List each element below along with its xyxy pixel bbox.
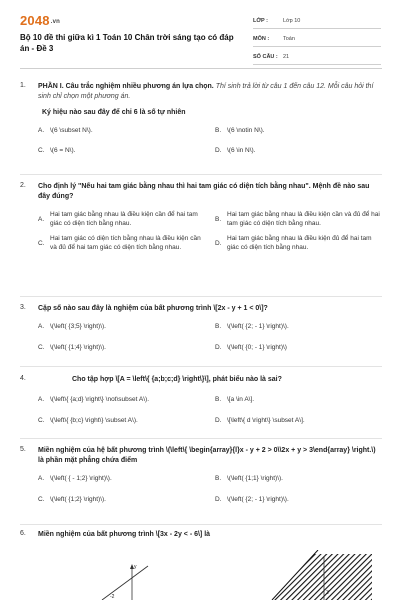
meta-class: LỚP : Lớp 10 (253, 14, 381, 29)
meta-question-count: SỐ CÂU : 21 (253, 50, 381, 65)
option-c[interactable]: C. Hai tam giác có diện tích bằng nhau là điều kiện cần và đủ để hai tam giác có diện tích bằng nhau. (38, 235, 201, 251)
shaded-region (272, 554, 372, 600)
option-d[interactable]: D. \[\left\{ d \right\} \subset A\]. (215, 417, 305, 424)
question-2: 2. Cho định lý "Nếu hai tam giác bằng nhau thì hai tam giác có diện tích bằng nhau". Mệnh đề nào sau đây đúng? A. Hai tam giác bằng nhau là điều kiện cần để hai tam giác có diện tích bằng nhau. B. Hai tam giác bằng nhau là điều kiện cần và đủ để hai tam giác có diện tích bằng nhau. C. Hai tam giác có diện tích bằng nhau là điều kiện cần và đủ để hai tam giác có diện tích bằng nhau. D. Hai tam giác bằng nhau là điều kiện đủ để hai tam giác có diện tích bằng nhau. (20, 182, 382, 252)
question-3: 3. Cặp số nào sau đây là nghiệm của bất phương trình \[2x - y + 1 < 0\]? A. \(\left( {3;5} \right)\). B. \(\left( {2; - 1} \right)\). C. \(\left( {1;4} \right)\). D. \(\left( {0; - 1} \right)\) (20, 304, 382, 352)
options (38, 210, 382, 252)
option-b[interactable]: B. Hai tam giác bằng nhau là điều kiện cần và đủ để hai tam giác có diện tích bằng nhau. (215, 211, 380, 227)
exam-meta (253, 14, 381, 68)
question-divider (20, 174, 382, 175)
question-divider (20, 438, 382, 439)
question-subtext: Ký hiệu nào sau đây để chỉ 6 là số tự nhiên (42, 109, 186, 116)
x-intercept-label: -2 (110, 594, 115, 600)
question-divider (20, 524, 382, 525)
option-c[interactable]: C. \(6 = N\). (38, 147, 76, 154)
option-a[interactable]: A. \(\left\{ {a;d} \right\} \not\subset A\). (38, 396, 150, 403)
option-a[interactable]: A. \(\left( { - 1;2} \right)\). (38, 475, 112, 482)
question-4: 4. Cho tập hợp \[A = \left\{ {a;b;c;d} \right\}\], phát biểu nào là sai? A. \(\left\{ {a;d} \right\} \not\subset A\). B. \[a \in A\]. C. \(\left\{ {b;c} \right\} \subset A\). D. \[\left\{ d \right\} \subset A\]. (20, 375, 382, 425)
option-a[interactable]: A. \(6 \subset N\). (38, 127, 93, 134)
question-text: Miền nghiệm của bất phương trình \[3x - 2y < - 6\] là (38, 531, 211, 538)
option-d[interactable]: D. \(\left( {0; - 1} \right)\) (215, 344, 287, 351)
option-b[interactable]: B. \[a \in A\]. (215, 396, 255, 403)
option-d[interactable]: D. \(6 \in N\). (215, 147, 256, 154)
options (38, 322, 382, 352)
meta-subject: MÔN : Toán (253, 32, 381, 47)
question-text: Cho tập hợp \[A = \left\{ {a;b;c;d} \right\}\], phát biểu nào là sai? (72, 376, 282, 383)
option-c[interactable]: C. \(\left( {1;4} \right)\). (38, 344, 106, 351)
question-divider (20, 296, 382, 297)
question-divider (20, 366, 382, 367)
question-text: Cho định lý "Nếu hai tam giác bằng nhau thì hai tam giác có diện tích bằng nhau". Mệnh đề nào sau đây đúng? (38, 183, 370, 200)
option-d[interactable]: D. \(\left( {2; - 1} \right)\). (215, 496, 289, 503)
option-b[interactable]: B. \(\left( {2; - 1} \right)\). (215, 323, 289, 330)
option-b[interactable]: B. \(\left( {1;1} \right)\). (215, 475, 283, 482)
question-text: PHẦN I. Câu trắc nghiệm nhiều phương án lựa chọn. Thí sinh trả lời từ câu 1 đến câu 12. Mỗi câu hỏi thí sinh chỉ chọn một phương án. (38, 83, 374, 100)
question-5: 5. Miền nghiệm của hệ bất phương trình \(\left\{ \begin{array}{l}x - y + 2 > 0\\2x + y > 3\end{array} \right.\) là phần mặt phẳng chứa điểm A. \(\left( { - 1;2} \right)\). B. \(\left( {1;1} \right)\). C. \(\left( {1;2} \right)\). D. \(\left( {2; - 1} \right)\). (20, 446, 382, 504)
exam-title: Bộ 10 đề thi giữa kì 1 Toán 10 Chân trời sáng tạo có đáp án - Đề 3 (20, 33, 234, 53)
graph-option-b[interactable] (262, 550, 372, 600)
header-divider (20, 68, 382, 69)
option-b[interactable]: B. \(6 \notin N\). (215, 127, 265, 134)
question-6: 6. Miền nghiệm của bất phương trình \[3x - 2y < - 6\] là (20, 530, 382, 540)
y-intercept-label: 3 (326, 590, 329, 596)
options (38, 126, 382, 155)
question-text: Miền nghiệm của hệ bất phương trình \(\left\{ \begin{array}{l}x - y + 2 > 0\\2x + y > 3\end{array} \right.\) là phần mặt phẳng chứa điểm (38, 447, 376, 464)
option-a[interactable]: A. \(\left( {3;5} \right)\). (38, 323, 106, 330)
site-logo[interactable]: 2048.vn (20, 13, 61, 28)
question-1: 1. PHẦN I. Câu trắc nghiệm nhiều phương án lựa chọn. Thí sinh trả lời từ câu 1 đến câu 12. Mỗi câu hỏi thí sinh chỉ chọn một phương án. Ký hiệu nào sau đây để chỉ 6 là số tự nhiên A. \(6 \subset N\). B. \(6 \notin N\). C. \(6 = N\). D. \(6 \in N\). (20, 82, 382, 155)
option-c[interactable]: C. \(\left\{ {b;c} \right\} \subset A\). (38, 417, 138, 424)
option-c[interactable]: C. \(\left( {1;2} \right)\). (38, 496, 106, 503)
boundary-line (102, 566, 148, 600)
page-header (0, 0, 400, 64)
options (38, 474, 382, 504)
question-text: Cặp số nào sau đây là nghiệm của bất phương trình \[2x - y + 1 < 0\]? (38, 305, 268, 312)
y-axis-label: y (134, 564, 137, 570)
option-a[interactable]: A. Hai tam giác bằng nhau là điều kiện cần để hai tam giác có diện tích bằng nhau. (38, 211, 198, 227)
graph-option-a[interactable] (70, 556, 160, 600)
option-d[interactable]: D. Hai tam giác bằng nhau là điều kiện đủ để hai tam giác có diện tích bằng nhau. (215, 235, 372, 251)
options (38, 395, 382, 425)
